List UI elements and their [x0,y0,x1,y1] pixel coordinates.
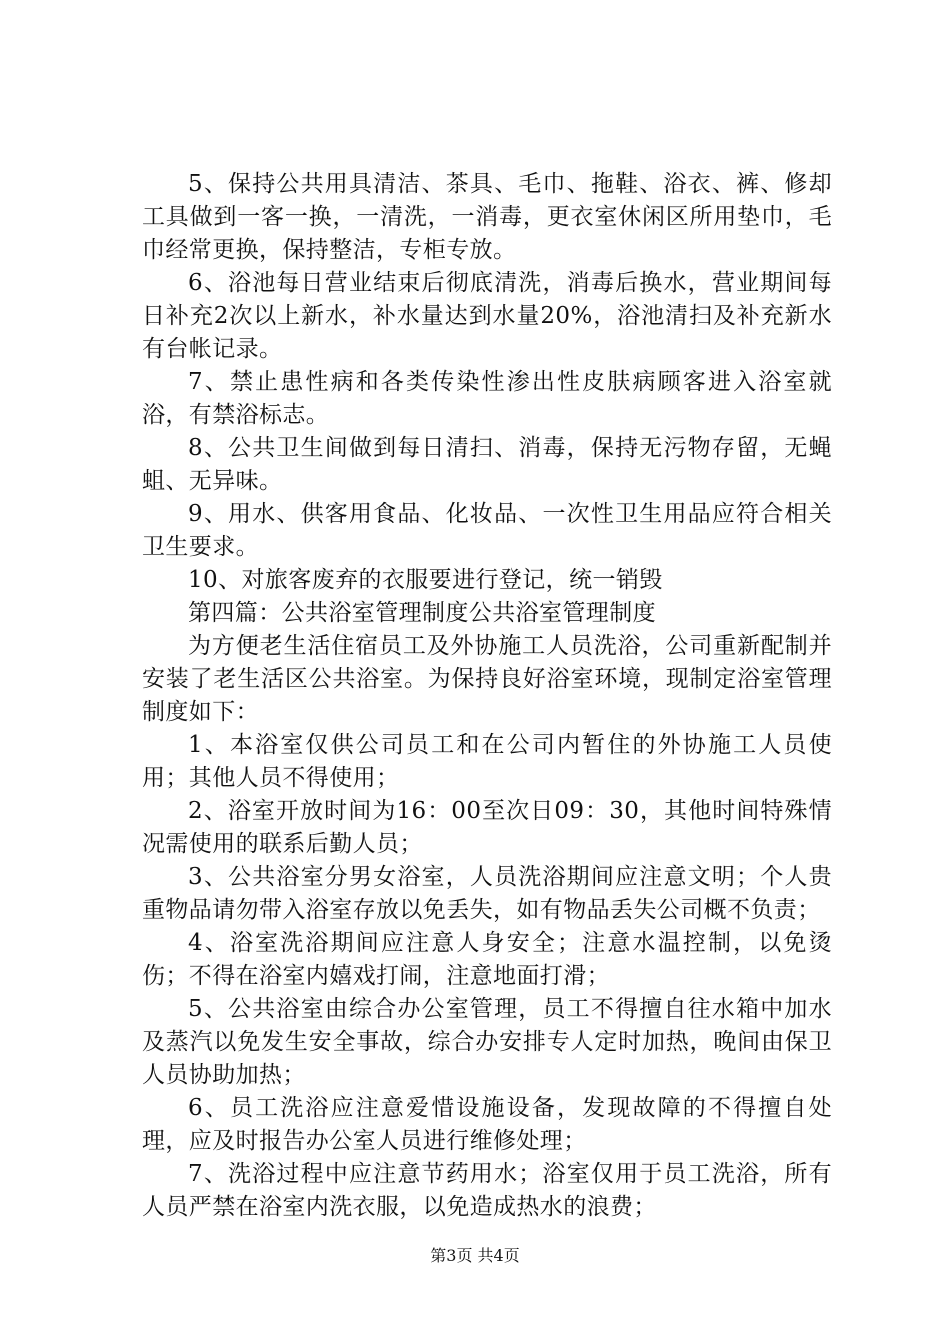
rule-item-1: 1、本浴室仅供公司员工和在公司内暂住的外协施工人员使用；其他人员不得使用； [142,732,832,791]
paragraph-item-5: 5、保持公共用具清洁、茶具、毛巾、拖鞋、浴衣、裤、修却工具做到一客一换，一清洗，一消毒，更衣室休闲区所用垫巾，毛巾经常更换，保持整洁，专柜专放。 [142,171,832,263]
rule-item-7: 7、洗浴过程中应注意节药用水；浴室仅用于员工洗浴，所有人员严禁在浴室内洗衣服，以免造成热水的浪费； [142,1161,832,1220]
rule-item-5: 5、公共浴室由综合办公室管理，员工不得擅自往水箱中加水及蒸汽以免发生安全事故，综合办安排专人定时加热，晚间由保卫人员协助加热； [142,996,832,1088]
paragraph-item-6: 6、浴池每日营业结束后彻底清洗，消毒后换水，营业期间每日补充2次以上新水，补水量达到水量20%，浴池清扫及补充新水有台帐记录。 [142,270,832,362]
rule-item-2: 2、浴室开放时间为16：00至次日09：30，其他时间特殊情况需使用的联系后勤人员； [142,798,832,857]
intro-paragraph: 为方便老生活住宿员工及外协施工人员洗浴，公司重新配制并安装了老生活区公共浴室。为保持良好浴室环境，现制定浴室管理制度如下： [142,633,832,725]
rule-item-3: 3、公共浴室分男女浴室，人员洗浴期间应注意文明；个人贵重物品请勿带入浴室存放以免丢失，如有物品丢失公司概不负责； [142,864,832,923]
paragraph-item-9: 9、用水、供客用食品、化妆品、一次性卫生用品应符合相关卫生要求。 [142,501,832,560]
paragraph-item-8: 8、公共卫生间做到每日清扫、消毒，保持无污物存留，无蝇蛆、无异味。 [142,435,832,494]
paragraph-item-10: 10、对旅客废弃的衣服要进行登记，统一销毁 [188,567,663,593]
rule-item-6: 6、员工洗浴应注意爱惜设施设备，发现故障的不得擅自处理，应及时报告办公室人员进行维修处理； [142,1095,832,1154]
section-heading: 第四篇：公共浴室管理制度公共浴室管理制度 [188,600,656,626]
rule-item-4: 4、浴室洗浴期间应注意人身安全；注意水温控制，以免烫伤；不得在浴室内嬉戏打闹，注意地面打滑； [142,930,832,989]
document-body [142,168,832,1224]
paragraph-item-7: 7、禁止患性病和各类传染性渗出性皮肤病顾客进入浴室就浴，有禁浴标志。 [142,369,832,428]
page-footer: 第3页 共4页 [430,1246,520,1265]
